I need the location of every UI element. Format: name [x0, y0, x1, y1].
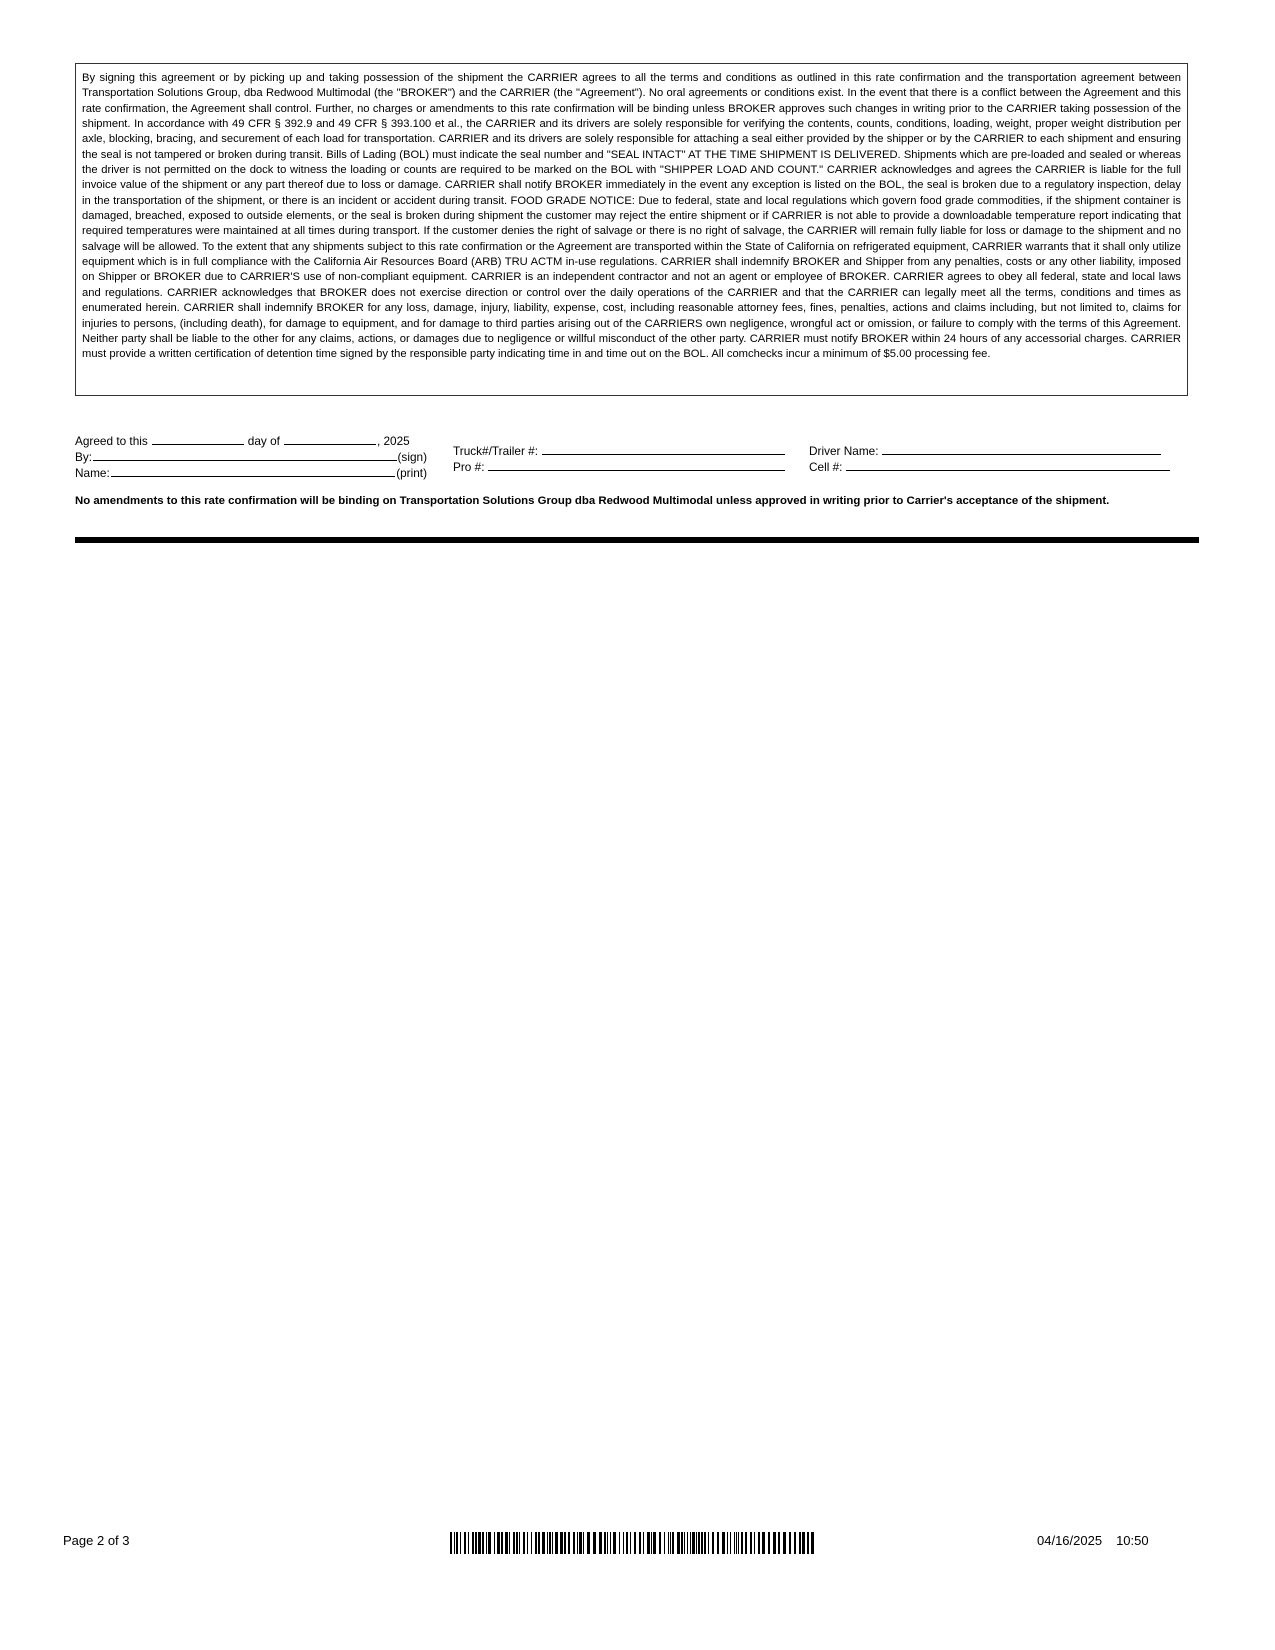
page-number: Page 2 of 3 — [63, 1533, 130, 1548]
agreed-day-field[interactable] — [152, 433, 244, 445]
barcode — [450, 1532, 820, 1554]
print-name-field[interactable] — [111, 465, 395, 477]
day-of-label: day of — [247, 434, 280, 448]
pro-number-field[interactable] — [488, 459, 785, 471]
equipment-block — [453, 443, 786, 475]
name-label: Name: — [75, 466, 110, 480]
footer-time: 10:50 — [1116, 1533, 1149, 1548]
driver-name-field[interactable] — [882, 443, 1161, 455]
driver-name-label: Driver Name: — [809, 444, 879, 458]
terms-and-conditions — [75, 63, 1188, 396]
sign-field[interactable] — [93, 449, 396, 461]
print-label: (print) — [396, 466, 427, 480]
year-label: , 2025 — [376, 434, 410, 448]
sign-label: (sign) — [397, 450, 427, 464]
driver-block — [809, 443, 1171, 475]
truck-trailer-label: Truck#/Trailer #: — [453, 444, 538, 458]
cell-number-field[interactable] — [846, 459, 1170, 471]
agreed-month-field[interactable] — [284, 433, 376, 445]
footer-timestamp — [1037, 1533, 1163, 1548]
section-divider — [75, 537, 1199, 543]
footer-date: 04/16/2025 — [1037, 1533, 1103, 1548]
amendments-disclaimer: No amendments to this rate confirmation will be binding on Transportation Solutions Group dba Redwood Multimodal unless approved in writing prior to Carrier's acceptance of the shipment. — [75, 495, 1110, 507]
agreed-label: Agreed to this — [75, 434, 148, 448]
terms-text: By signing this agreement or by picking up and taking possession of the shipment the CARRIER agrees to all the terms and conditions as outlined in this rate confirmation and the transportation agreement between Transportation Solutions Group, dba Redwood Multimodal (the "BROKER") and the CARRIER (the "Agreement"). No oral agreements or conditions exist. In the event that there is a conflict between the Agreement and this rate confirmation, the Agreement shall control. Further, no charges or amendments to this rate confirmation will be binding unless BROKER approves such changes in writing prior to the CARRIER taking possession of the shipment. In accordance with 49 CFR § 392.9 and 49 CFR § 393.100 et al., the CARRIER and its drivers are solely responsible for verifying the contents, counts, conditions, loading, weight, proper weight distribution per axle, blocking, bracing, and securement of each load for transportation. CARRIER and its drivers are solely responsible for attaching a seal either provided by the shipper or by the CARRIER to each shipment and ensuring the seal is not tampered or broken during transit. Bills of Lading (BOL) must indicate the seal number and "SEAL INTACT" AT THE TIME SHIPMENT IS DELIVERED. Shipments which are pre-loaded and sealed or whereas the driver is not permitted on the dock to witness the loading or counts are required to be marked on the BOL with "SHIPPER LOAD AND COUNT." CARRIER acknowledges and agrees the CARRIER is liable for the full invoice value of the shipment or any part thereof due to loss or damage. CARRIER shall notify BROKER immediately in the event any exception is listed on the BOL, the seal is broken due to a regulatory inspection, delay in the transportation of the shipment, or there is an incident or accident during transit. FOOD GRADE NOTICE: Due to federal, state and local regulations which govern food grade commodities, if the shipment container is damaged, breached, exposed to outside elements, or the seal is broken during shipment the customer may reject the entire shipment or if CARRIER is not able to provide a downloadable temperature report indicating that required temperatures were maintained at all times during transport. If the customer denies the right of salvage or there is no right of salvage, the CARRIER will remain fully liable for loss or damage to the shipment and no salvage will be allowed. To the extent that any shipments subject to this rate confirmation or the Agreement are transported within the State of California on refrigerated equipment, CARRIER warrants that it shall only utilize equipment which is in full compliance with the California Air Resources Board (ARB) TRU ACTM in-use regulations. CARRIER shall indemnify BROKER and Shipper from any penalties, costs or any other liability, imposed on Shipper or BROKER due to CARRIER'S use of non-compliant equipment. CARRIER is an independent contractor and not an agent or employee of BROKER. CARRIER agrees to obey all federal, state and local laws and regulations. CARRIER acknowledges that BROKER does not exercise direction or control over the daily operations of the CARRIER and that the CARRIER can legally meet all the terms, conditions and times as enumerated herein. CARRIER shall indemnify BROKER for any loss, damage, injury, liability, expense, cost, including reasonable attorney fees, fines, penalties, actions and claims including, but not limited to, claims for injuries to persons, (including death), for damage to equipment, and for damage to third parties arising out of the CARRIERS own negligence, wrongful act or omission, or failure to comply with the terms of this Agreement. Neither party shall be liable to the other for any claims, actions, or damages due to negligence or willful misconduct of the other party. CARRIER must notify BROKER within 24 hours of any accessorial charges. CARRIER must provide a written certification of detention time signed by the responsible party indicating time in and time out on the BOL. All comchecks incur a minimum of $5.00 processing fee. — [82, 72, 1181, 361]
cell-label: Cell #: — [809, 460, 843, 474]
by-label: By: — [75, 450, 93, 464]
agreement-signature-block — [75, 433, 427, 481]
pro-label: Pro #: — [453, 460, 485, 474]
truck-trailer-field[interactable] — [542, 443, 785, 455]
